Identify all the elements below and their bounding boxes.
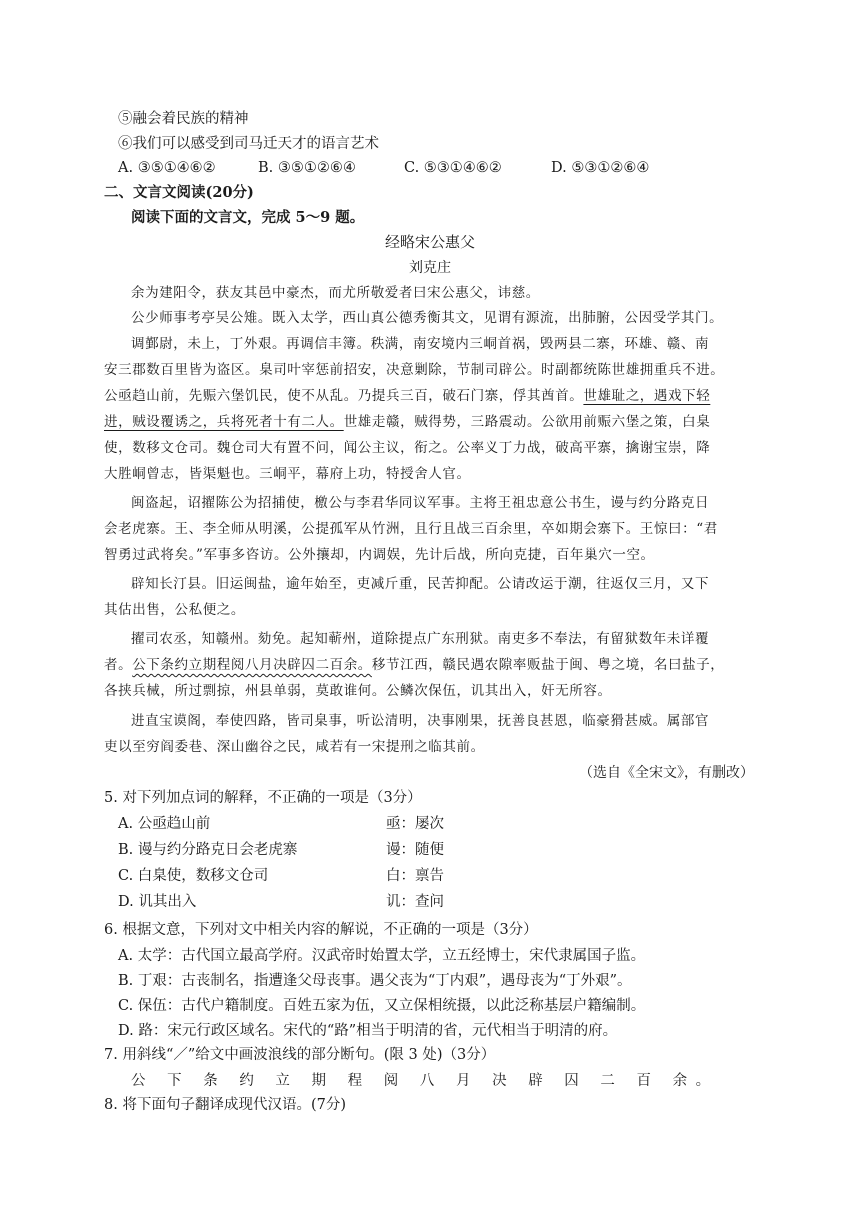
answer-choice-d: D. ⑤③①②⑥④ (551, 160, 650, 176)
passage-paragraph-3-line: 使，数移文仓司。魏仓司大有置不问，闻公主议，衔之。公率义丁力战，破高平寨，擒谢宝崇，降 (104, 440, 711, 456)
answer-choice-b: B. ③⑤①②⑥④ (258, 160, 356, 176)
passage-paragraph-3-line (104, 412, 710, 432)
option-item-5: ⑤融会着民族的精神 (118, 111, 249, 127)
passage-paragraph-3-line: 安三郡数百里皆为盗区。臬司叶宰惩前招安，决意剿除，节制司辟公。时副都统陈世雄拥重兵不进。 (104, 362, 725, 378)
question-6-option-a: A. 太学：古代国立最高学府。汉武帝时始置太学，立五经博士，宋代隶属国子监。 (118, 948, 646, 964)
question-8-stem: 8. 将下面句子翻译成现代汉语。(7分) (104, 1097, 346, 1113)
question-5-option-a-gloss: 亟：屡次 (386, 816, 444, 832)
question-5-option-b-gloss: 谩：随便 (386, 842, 444, 858)
question-5-option-c-gloss: 白：禀告 (386, 868, 444, 884)
passage-paragraph-6-line: 各挟兵械，所过剽掠，州县单弱，莫敢谁何。公鳞次保伍，讥其出入，奸无所容。 (104, 683, 612, 699)
question-6-stem: 6. 根据文意，下列对文中相关内容的解说，不正确的一项是（3分） (104, 922, 538, 938)
question-6-option-b: B. 丁艰：古丧制名，指遭逢父母丧事。遇父丧为“丁内艰”，遇母丧为“丁外艰”。 (118, 973, 632, 989)
passage-paragraph-5-line: 辟知长汀县。旧运闽盐，逾年始至，吏减斤重，民苦抑配。公请改运于潮，往返仅三月，又下 (131, 576, 710, 592)
question-5-option-c: C. 白臬使，数移文仓司 (118, 868, 269, 884)
passage-title: 经略宋公惠父 (384, 234, 475, 251)
underlined-sentence: 世雄耻之，遇戏下轻 (583, 388, 711, 404)
question-5-option-d: D. 讥其出入 (118, 894, 197, 910)
passage-source: （选自《全宋文》，有删改） (579, 765, 754, 781)
passage-paragraph-5-line: 其估出售，公私便之。 (104, 602, 245, 618)
section-instruction: 阅读下面的文言文，完成 5～9 题。 (131, 209, 365, 226)
question-5-option-d-gloss: 讥：查问 (386, 894, 444, 910)
passage-paragraph-4-line: 会老虎寨。王、李全师从明溪，公提孤军从竹洲，且行且战三百余里，卒如期会寨下。王惊曰：“君 (104, 521, 718, 537)
question-6-option-d: D. 路：宋元行政区域名。宋代的“路”相当于明清的省，元代相当于明清的府。 (118, 1023, 618, 1039)
question-5-option-a: A. 公亟趋山前 (118, 816, 211, 832)
passage-paragraph-6-line: 擢司农丞，知赣州。劾免。起知蕲州，道除提点广东刑狱。南吏多不奉法，有留狱数年未详覆 (131, 631, 710, 647)
passage-paragraph-3-line: 调鄞尉，未上，丁外艰。再调信丰簿。秩满，南安境内三峒首祸，毁两县二寨，环雄、赣、南 (131, 336, 710, 352)
passage-text: 者。 (104, 657, 133, 673)
passage-author: 刘克庄 (409, 260, 451, 276)
question-6-option-c: C. 保伍：古代户籍制度。百姓五家为伍，又立保相统摄，以此泛称基层户籍编制。 (118, 998, 646, 1014)
question-7-sentence: 公 下 条 约 立 期 程 阅 八 月 决 辟 囚 二 百 余。 (131, 1073, 719, 1089)
wavy-underlined-sentence: 公下条约立期程阅八月决辟囚二百余。 (132, 657, 372, 673)
passage-paragraph-1: 余为建阳令，获友其邑中豪杰，而尤所敬爱者曰宋公惠父，讳慈。 (131, 285, 540, 301)
passage-paragraph-2: 公少师事考亭吴公雉。既入太学，西山真公德秀衡其文，见谓有源流，出肺腑，公因受学其门。 (131, 310, 724, 326)
passage-text: 移节江西，赣民遇农隙率贩盐于闽、粤之境，名曰盐子， (371, 657, 725, 673)
passage-paragraph-3-line: 大胜峒曾志，皆渠魁也。三峒平，幕府上功，特授舍人官。 (104, 466, 471, 482)
question-5-stem: 5. 对下列加点词的解释，不正确的一项是（3分） (104, 790, 422, 806)
question-5-option-b: B. 谩与约分路克日会老虎寨 (118, 842, 298, 858)
question-7-stem: 7. 用斜线“／”给文中画波浪线的部分断句。(限 3 处)（3分） (104, 1047, 496, 1063)
passage-paragraph-6-line (104, 655, 724, 675)
passage-paragraph-4-line: 智勇过武将矣。”军事多咨访。公外攘却，内调娱，先计后战，所向克捷，百年巢穴一空。 (104, 547, 655, 563)
passage-text: 公亟趋山前，先赈六堡饥民，使不从乱。乃提兵三百，破石门寨，俘其酋首。 (104, 388, 584, 404)
answer-choice-a: A. ③⑤①④⑥② (118, 160, 216, 176)
section-heading: 二、文言文阅读(20分) (104, 184, 254, 201)
passage-paragraph-7-line: 吏以至穷阎委巷、深山幽谷之民，咸若有一宋提刑之临其前。 (104, 739, 485, 755)
answer-choice-c: C. ⑤③①④⑥② (404, 160, 502, 176)
passage-text: 世雄走赣，贼得势，三路震动。公欲用前赈六堡之策，白臬 (343, 414, 711, 430)
passage-paragraph-7-line: 进直宝谟阁，奉使四路，皆司臬事，听讼清明，决事刚果，抚善良甚恩，临豪猾甚威。属部官 (131, 713, 710, 729)
underlined-sentence: 进，贼设覆诱之，兵将死者十有二人。 (104, 414, 344, 430)
passage-paragraph-3-line (104, 386, 710, 406)
option-item-6: ⑥我们可以感受到司马迁天才的语言艺术 (118, 136, 379, 152)
passage-paragraph-4-line: 闽盗起，诏擢陈公为招捕使，檄公与李君华同议军事。主将王祖忠意公书生，谩与约分路克日 (131, 495, 710, 511)
